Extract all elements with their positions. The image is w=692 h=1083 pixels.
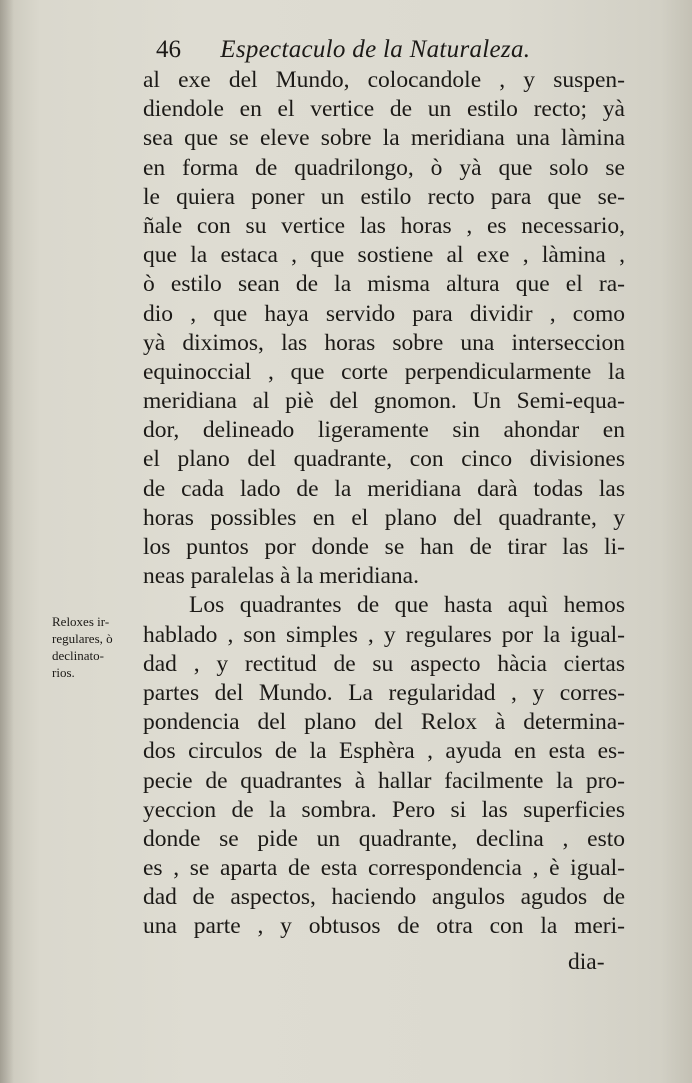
text-line: dad de aspectos, haciendo angulos agudos de xyxy=(143,884,625,911)
marginal-note xyxy=(52,613,132,681)
text-line: partes del Mundo. La regularidad , y corres- xyxy=(143,679,625,706)
text-line: los puntos por donde se han de tirar las li- xyxy=(143,534,625,560)
page-header xyxy=(156,34,616,66)
text-line: le quiera poner un estilo recto para que se- xyxy=(143,183,625,210)
text-line: al exe del Mundo, colocandole , y suspen- xyxy=(143,67,625,93)
text-line: en forma de quadrilongo, ò yà que solo se xyxy=(143,154,625,181)
text-line: que la estaca , que sostiene al exe , làmina , xyxy=(143,242,625,269)
text-line: es , se aparta de esta correspondencia , è igual- xyxy=(143,855,625,882)
text-line: hablado , son simples , y regulares por la igual- xyxy=(143,621,625,648)
text-line: sea que se eleve sobre la meridiana una làmina xyxy=(143,125,625,152)
text-line: equinoccial , que corte perpendicularmente la xyxy=(143,358,625,385)
text-line: ñale con su vertice las horas , es necessario, xyxy=(143,212,625,239)
body-text xyxy=(143,66,625,942)
marginal-note-line: declinato- xyxy=(52,648,104,663)
text-line: diendole en el vertice de un estilo recto; yà xyxy=(143,96,625,123)
text-line: yà diximos, las horas sobre una interseccion xyxy=(143,329,625,356)
text-line: neas paralelas à la meridiana. xyxy=(143,563,419,590)
page-fold-shadow xyxy=(0,0,14,1083)
text-line: pondencia del plano del Relox à determina- xyxy=(143,709,625,736)
text-line: dos circulos de la Esphèra , ayuda en esta es- xyxy=(143,738,625,765)
text-line: yeccion de la sombra. Pero si las superficies xyxy=(143,796,625,823)
text-line: donde se pide un quadrante, declina , esto xyxy=(143,825,625,852)
running-title: Espectaculo de la Naturaleza. xyxy=(220,36,531,63)
text-line: el plano del quadrante, con cinco divisiones xyxy=(143,446,625,473)
marginal-note-line: regulares, ò xyxy=(52,631,113,646)
paragraph-first-line: Los quadrantes de que hasta aquì hemos xyxy=(189,592,625,619)
catchword: dia- xyxy=(568,949,605,975)
text-line: horas possibles en el plano del quadrante, y xyxy=(143,504,625,531)
page-number: 46 xyxy=(156,36,181,63)
marginal-note-line: Reloxes ir- xyxy=(52,614,110,629)
text-line: de cada lado de la meridiana darà todas las xyxy=(143,475,625,502)
text-line: ò estilo sean de la misma altura que el ra- xyxy=(143,271,625,298)
text-line: una parte , y obtusos de otra con la meri- xyxy=(143,913,625,940)
text-line: dad , y rectitud de su aspecto hàcia ciertas xyxy=(143,650,625,677)
text-line: pecie de quadrantes à hallar facilmente la pro- xyxy=(143,767,625,794)
text-line: dor, delineado ligeramente sin ahondar en xyxy=(143,417,625,444)
text-line: meridiana al piè del gnomon. Un Semi-equa- xyxy=(143,388,625,415)
marginal-note-line: rios. xyxy=(52,665,75,680)
text-line: dio , que haya servido para dividir , como xyxy=(143,300,625,327)
